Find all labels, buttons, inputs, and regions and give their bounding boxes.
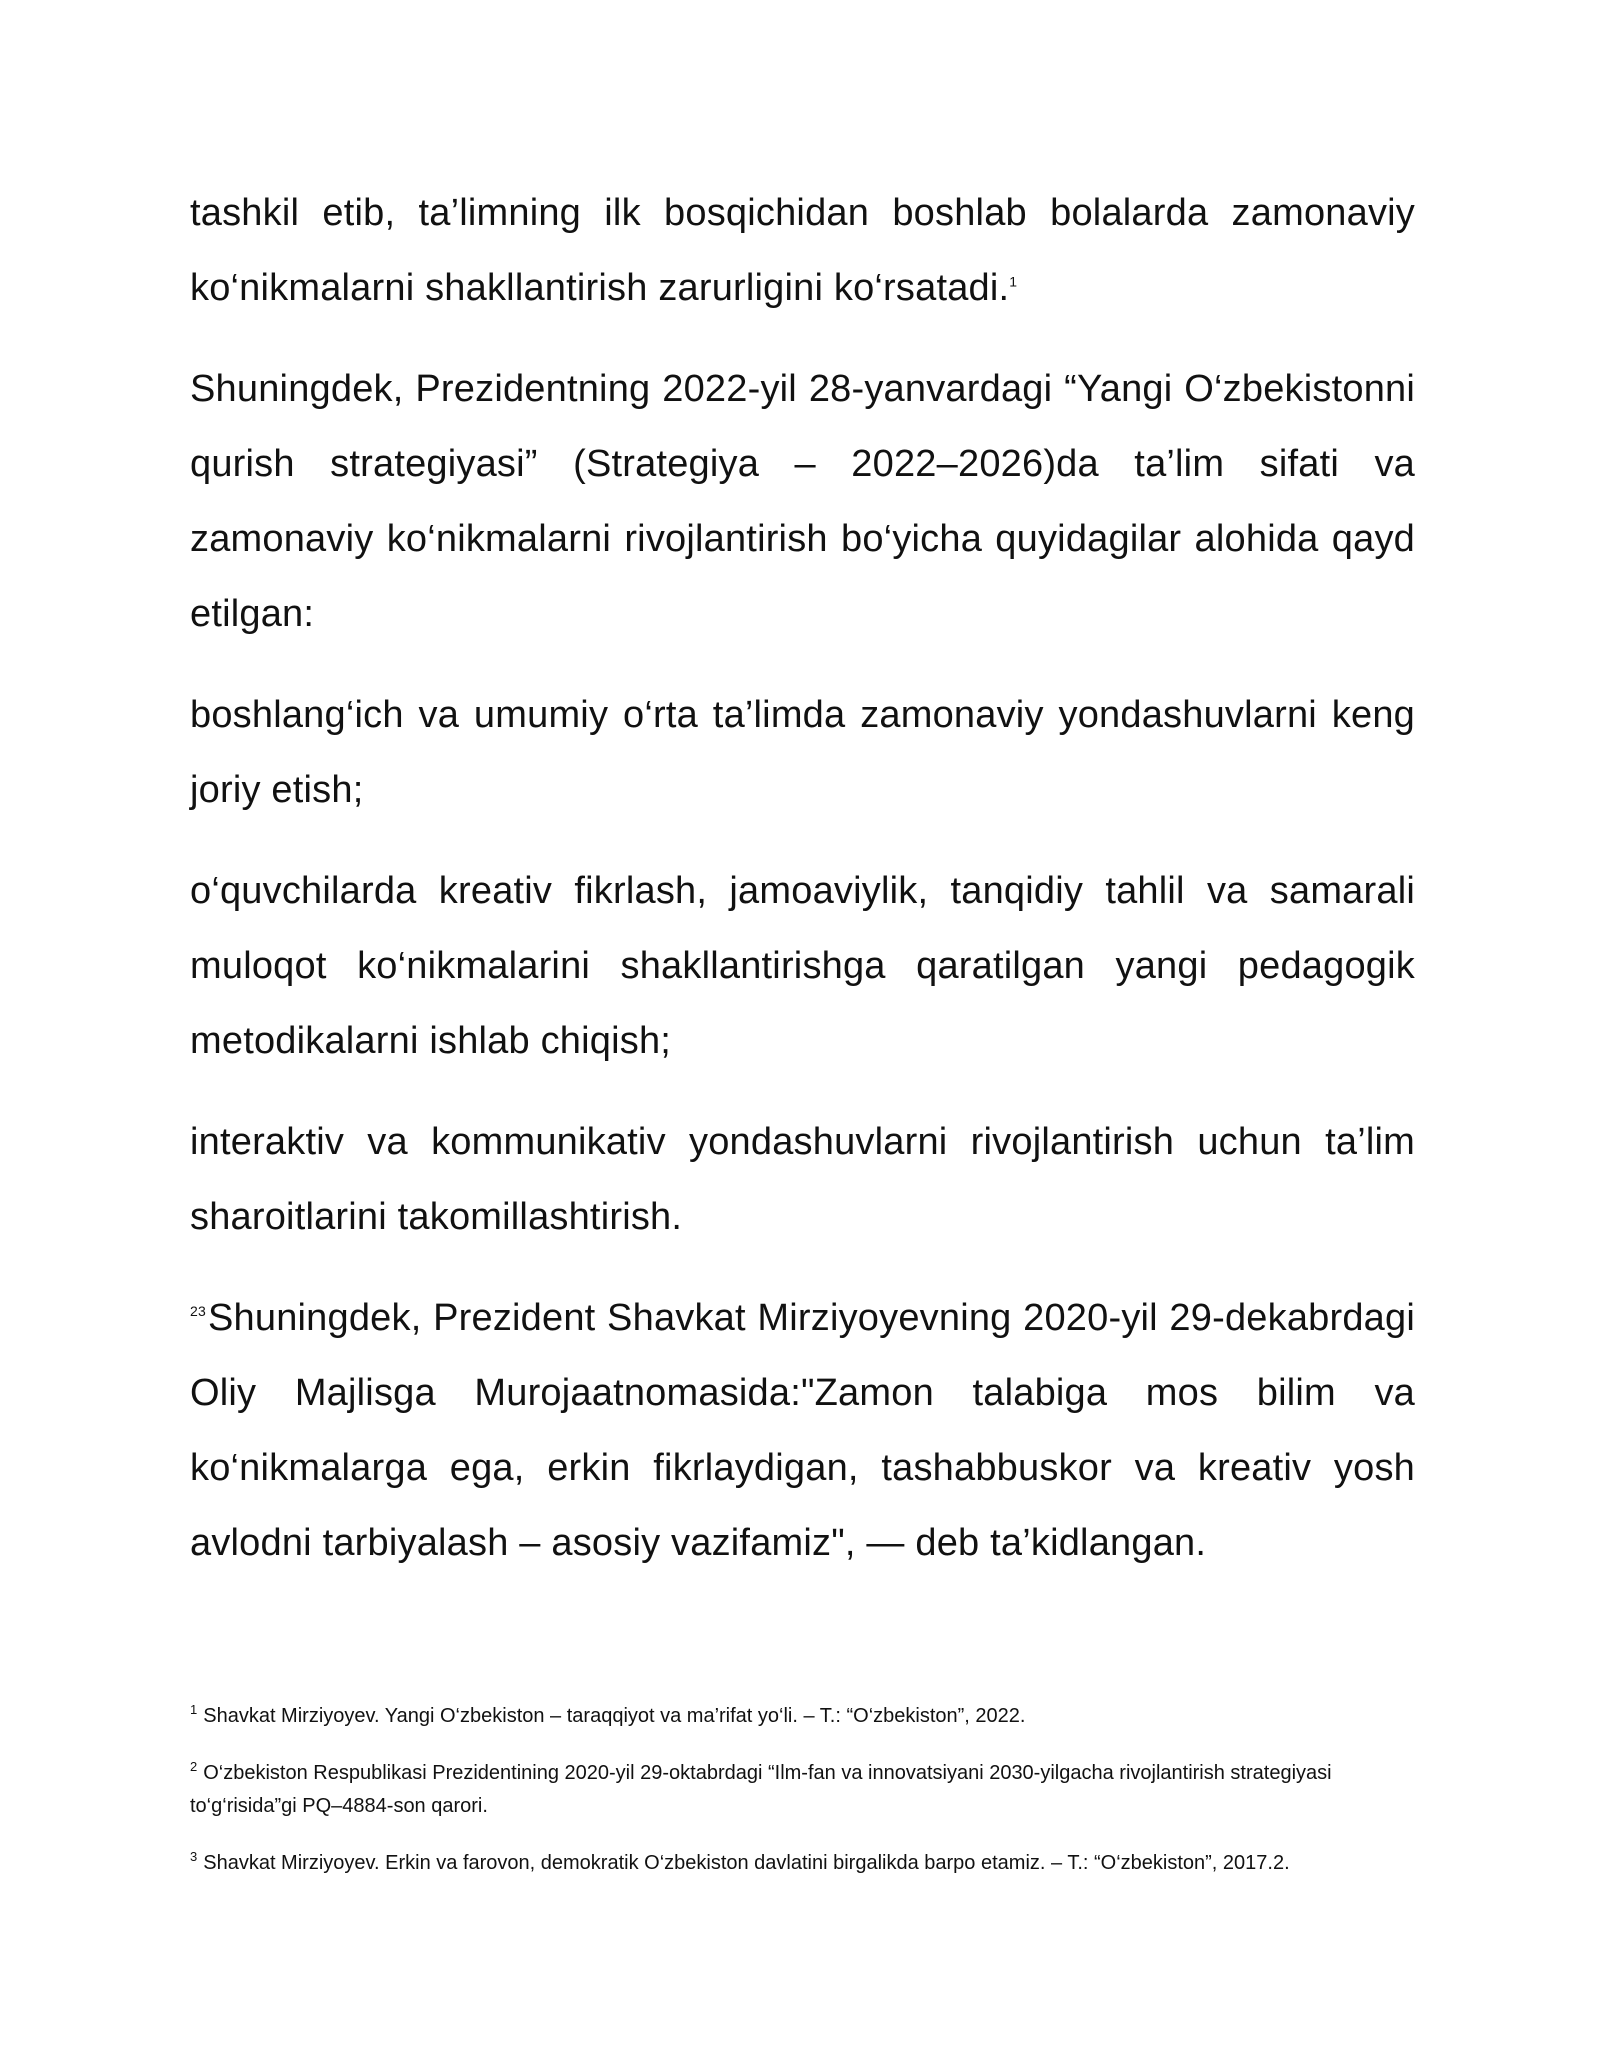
paragraph — [190, 352, 1415, 652]
list-item — [190, 854, 1415, 1079]
footnote-text: Shavkat Mirziyoyev. Yangi O‘zbekiston – taraqqiyot va ma’rifat yo‘li. – T.: “O‘zbekiston”, 2022. — [203, 1705, 1026, 1727]
footnote — [190, 1847, 1415, 1880]
paragraph-text: Shuningdek, Prezident Shavkat Mirziyoyevning 2020-yil 29-dekabrdagi Oliy Majlisga Murojaatnomasida:"Zamon talabiga mos bilim va ko‘nikmalarga ega, erkin fikrlaydigan, tashabbuskor va kreativ yosh avlodni tarbiyalash – asosiy vazifamiz", — deb ta’kidlangan. — [190, 1297, 1415, 1564]
list-item — [190, 678, 1415, 828]
paragraph-text: tashkil etib, ta’limning ilk bosqichidan boshlab bolalarda zamonaviy ko‘nikmalarni shakllantirish zarurligini ko‘rsatadi. — [190, 192, 1415, 309]
footnote-text: Shavkat Mirziyoyev. Erkin va farovon, demokratik O‘zbekiston davlatini birgalikda barpo etamiz. – T.: “O‘zbekiston”, 2017.2. — [203, 1852, 1290, 1874]
paragraph — [190, 176, 1415, 326]
footnote — [190, 1757, 1415, 1823]
footnote-number: 3 — [190, 1849, 198, 1864]
list-item-text: o‘quvchilarda kreativ fikrlash, jamoaviylik, tanqidiy tahlil va samarali muloqot ko‘nikmalarini shakllantirishga qaratilgan yangi pedagogik metodikalarni ishlab chiqish; — [190, 870, 1415, 1062]
footnote — [190, 1700, 1415, 1733]
footnote-ref: 23 — [190, 1303, 206, 1319]
footnote-number: 1 — [190, 1702, 198, 1717]
list-item-text: interaktiv va kommunikativ yondashuvlarni rivojlantirish uchun ta’lim sharoitlarini takomillashtirish. — [190, 1121, 1415, 1238]
footnote-number: 2 — [190, 1759, 198, 1774]
list-item — [190, 1105, 1415, 1255]
paragraph — [190, 1281, 1415, 1581]
footnotes — [190, 1700, 1415, 1904]
paragraph-text: Shuningdek, Prezidentning 2022-yil 28-yanvardagi “Yangi O‘zbekistonni qurish strategiyasi” (Strategiya – 2022–2026)da ta’lim sifati va zamonaviy ko‘nikmalarni rivojlantirish bo‘yicha quyidagilar alohida qayd etilgan: — [190, 368, 1415, 635]
footnote-ref: 1 — [1009, 273, 1018, 290]
footnote-text: O‘zbekiston Respublikasi Prezidentining 2020-yil 29-oktabrdagi “Ilm-fan va innovatsiyani 2030-yilgacha rivojlantirish strategiyasi to‘g‘risida”gi PQ–4884-son qarori. — [190, 1762, 1332, 1817]
list-item-text: boshlang‘ich va umumiy o‘rta ta’limda zamonaviy yondashuvlarni keng joriy etish; — [190, 694, 1415, 811]
body-text — [190, 176, 1415, 1607]
